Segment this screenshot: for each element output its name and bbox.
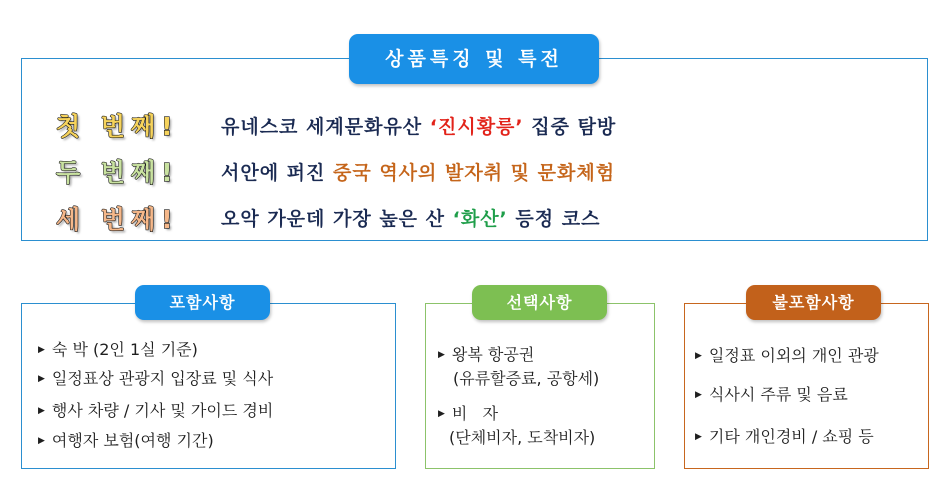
feature-1-pre: 유네스코 세계문화유산 [221, 116, 430, 138]
included-item: ▶ 행사 차량 / 기사 및 가이드 경비 [38, 401, 274, 420]
excluded-item: ▶ 식사시 주류 및 음료 [695, 385, 848, 404]
feature-3-pre: 오악 가운데 가장 높은 산 [221, 208, 453, 230]
feature-1-post: 집중 탐방 [523, 116, 617, 138]
ordinal-first: 첫 번째! [56, 112, 179, 141]
included-title: 포함사항 [135, 285, 270, 320]
bullet-icon: ▶ [695, 389, 702, 400]
excluded-title: 불포함사항 [746, 285, 881, 320]
ordinal-second: 두 번째! [56, 158, 179, 187]
feature-3-highlight: ‘화산’ [452, 208, 508, 230]
included-item: ▶ 숙 박 (2인 1실 기준) [38, 340, 198, 359]
feature-row-2 [221, 158, 615, 185]
bullet-icon: ▶ [695, 431, 702, 442]
bullet-icon: ▶ [438, 349, 445, 360]
bullet-icon: ▶ [695, 350, 702, 361]
optional-item: ▶ 왕복 항공권 [438, 345, 535, 364]
features-title: 상품특징 및 특전 [349, 34, 599, 84]
optional-item: ▶ 비 자 [438, 404, 499, 423]
feature-2-highlight: 중국 역사의 발자취 및 문화체험 [333, 162, 616, 184]
bullet-icon: ▶ [38, 344, 45, 355]
feature-1-highlight: ‘진시황릉’ [429, 116, 524, 138]
feature-2-pre: 서안에 퍼진 [221, 162, 333, 184]
optional-item-detail: (유류할증료, 공항세) [453, 369, 600, 388]
feature-row-3 [221, 204, 600, 231]
optional-item-detail: (단체비자, 도착비자) [449, 428, 596, 447]
feature-row-1 [221, 112, 616, 139]
included-item: ▶ 여행자 보험(여행 기간) [38, 431, 214, 450]
bullet-icon: ▶ [38, 373, 45, 384]
ordinal-third: 세 번째! [56, 205, 179, 234]
included-item: ▶ 일정표상 관광지 입장료 및 식사 [38, 369, 274, 388]
optional-title: 선택사항 [472, 285, 607, 320]
bullet-icon: ▶ [38, 405, 45, 416]
bullet-icon: ▶ [38, 435, 45, 446]
bullet-icon: ▶ [438, 408, 445, 419]
excluded-item: ▶ 기타 개인경비 / 쇼핑 등 [695, 427, 874, 446]
excluded-item: ▶ 일정표 이외의 개인 관광 [695, 346, 879, 365]
feature-3-post: 등정 코스 [507, 208, 601, 230]
